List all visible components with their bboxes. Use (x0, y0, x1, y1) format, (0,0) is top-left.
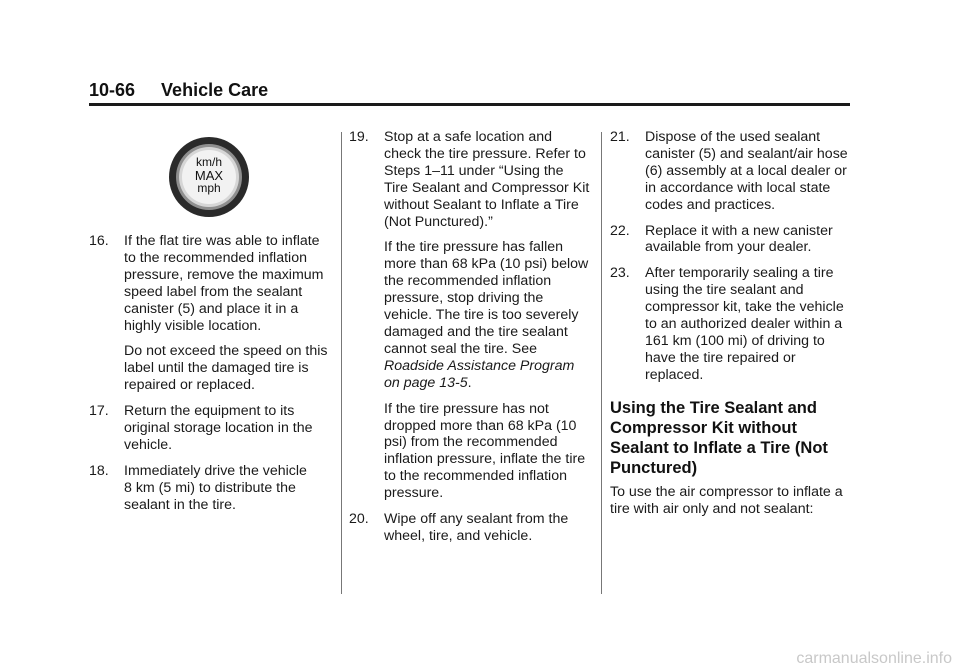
step-number: 16. (89, 233, 109, 249)
watermark: carmanualsonline.info (796, 650, 952, 667)
step-16-note: Do not exceed the speed on this label until the damaged tire is repaired or replaced. (124, 343, 328, 394)
step-number: 21. (610, 129, 630, 145)
step-number: 17. (89, 403, 109, 420)
step-16 (89, 233, 329, 334)
step-text: Immediately drive the vehicle (124, 462, 307, 479)
step-number: 23. (610, 265, 630, 282)
step-text: If the flat tire was able to inflate (124, 233, 320, 249)
step-number: 20. (349, 511, 369, 528)
step-text-continued: to the recommended inflation pressure, remove the maximum speed label from the sealant canister (5) and place it in a highly visible location. (124, 249, 324, 334)
step-19 (349, 129, 591, 230)
note-end: . (467, 374, 472, 391)
step-text: Wipe off any sealant from the (384, 511, 569, 528)
step-18 (89, 463, 329, 514)
step-text-continued: 8 km (5 mi) to distribute the sealant in the tire. (124, 479, 296, 513)
step-text: After temporarily sealing a tire (645, 265, 834, 282)
step-text-continued: wheel, tire, and vehicle. (384, 527, 533, 544)
step-text-continued: check the tire pressure. Refer to Steps 1–11 under “Using the Tire Sealant and Compressor Kit without Sealant to Inflate a Tire (Not Punctured).” (384, 145, 590, 230)
step-number: 22. (610, 222, 630, 239)
note-text: If the tire pressure has fallen more than 68 kPa (10 psi) below the recommended inflation pressure, stop driving the vehicle. The tire is too severely damaged and the tire sealant cannot seal the tire. See (384, 239, 589, 357)
icon-max-text: MAX (194, 168, 224, 183)
column-2 (349, 129, 591, 554)
step-22 (610, 223, 852, 257)
step-text-continued: using the tire sealant and compressor kit, take the vehicle to an authorized dealer within a 161 km (100 mi) of driving to have the tire repaired or replaced. (645, 282, 844, 383)
page-header (89, 80, 268, 101)
column-divider-2 (601, 132, 602, 594)
step-number: 18. (89, 462, 109, 479)
max-speed-label-icon (168, 136, 250, 218)
header-rule (89, 103, 850, 106)
step-23 (610, 265, 852, 383)
section-intro: To use the air compressor to inflate a tire with air only and not sealant: (610, 483, 843, 517)
step-19-note-fallen (384, 239, 591, 391)
step-text-continued: canister (5) and sealant/air hose (6) assembly at a local dealer or in accordance with local state codes and practices. (645, 145, 848, 213)
step-17 (89, 403, 329, 454)
section-title: Vehicle Care (161, 80, 269, 100)
column-3 (610, 129, 852, 518)
icon-kmh-text: km/h (195, 155, 223, 169)
step-number: 19. (349, 129, 369, 145)
step-text: Replace it with a new canister (645, 222, 833, 239)
step-text: Dispose of the used sealant (645, 129, 821, 145)
column-1 (89, 233, 329, 523)
section-heading: Using the Tire Sealant and Compressor Kit without Sealant to Inflate a Tire (Not Punctured) (610, 398, 828, 477)
icon-mph-text: mph (197, 181, 221, 195)
step-text-continued: available from your dealer. (645, 239, 812, 256)
step-20 (349, 511, 591, 545)
page-number: 10-66 (89, 80, 136, 100)
step-text: Return the equipment to its (124, 403, 295, 420)
step-21 (610, 129, 852, 214)
step-text: Stop at a safe location and (384, 129, 553, 145)
column-divider-1 (341, 132, 342, 594)
step-19-note-not-dropped: If the tire pressure has not dropped more than 68 kPa (10 psi) from the recommended inflation pressure, inflate the tire to the recommended inflation pressure. (384, 400, 586, 502)
step-text-continued: original storage location in the vehicle. (124, 420, 313, 453)
roadside-assistance-reference[interactable]: Roadside Assistance Program on page 13-5 (384, 357, 575, 391)
